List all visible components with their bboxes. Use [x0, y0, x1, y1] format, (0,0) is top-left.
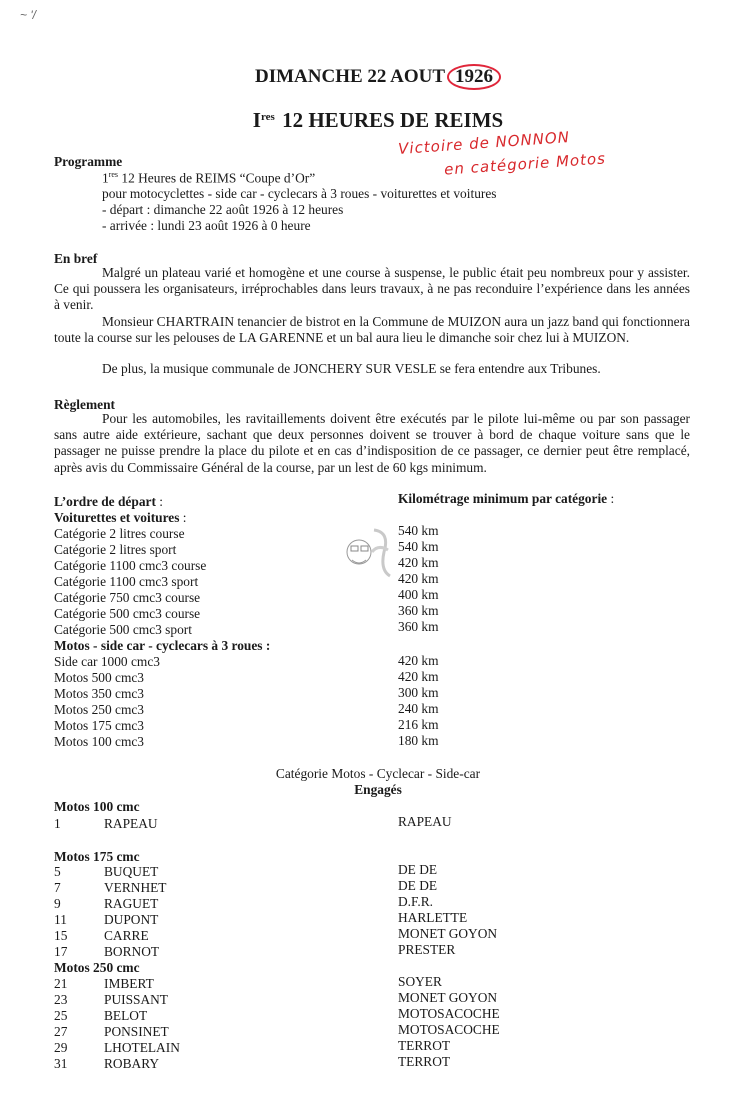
category-name: Catégorie 1100 cmc3 sport — [54, 574, 199, 589]
reglement-paragraph: Pour les automobiles, les ravitaillements doivent être exécutés par le pilote lui-même ou par son passager sans autre aide extérieure, sachant que deux personnes doivent se trouver à bord de chaque voiture sans que le passager ne puisse prendre la place du pilote et en cas d’indisposition de ce passager, ce dernier peut être remplacé, après avis du Commissaire Général de la course, par un lest de 60 kgs minimum. — [54, 411, 690, 475]
category-km: 300 km — [398, 685, 439, 700]
depart-order-text: L’ordre de départ — [54, 494, 156, 509]
en-bref-paragraph-1: Malgré un plateau varié et homogène et une course à suspense, le public était peu nombreux pour y assister. Ce qui poussera les organisateurs, irréprochables dans leurs travaux, à ne pas reconduire l’expérience dans les années à venir. — [54, 265, 690, 313]
km-label-suffix: : — [607, 491, 615, 506]
entry-make: SOYER — [398, 974, 442, 989]
programme-line1-sup: res — [108, 170, 119, 179]
stamp-logo — [344, 522, 394, 580]
entry-rider: RAPEAU — [104, 816, 158, 831]
title-roman: I — [252, 108, 261, 132]
entry-make: D.F.R. — [398, 894, 434, 909]
category-km: 540 km — [398, 523, 439, 538]
handwritten-note-line1: Victoire de NONNON — [397, 128, 571, 158]
category-km: 400 km — [398, 587, 439, 602]
category-km: 540 km — [398, 539, 439, 554]
category-km: 180 km — [398, 733, 439, 748]
entry-rider: BELOT — [104, 1008, 148, 1023]
category-name: Motos 250 cmc3 — [54, 702, 145, 717]
entry-group-title: Motos 250 cmc — [54, 960, 140, 975]
en-bref-heading: En bref — [54, 251, 98, 266]
entry-number: 11 — [54, 912, 67, 927]
category-name: Catégorie 1100 cmc3 course — [54, 558, 207, 573]
entry-rider: BORNOT — [104, 944, 160, 959]
entry-number: 9 — [54, 896, 61, 911]
programme-line1-prefix: 1 — [102, 170, 109, 186]
date-prefix: DIMANCHE 22 AOUT — [254, 66, 445, 87]
entry-rider: PONSINET — [104, 1024, 169, 1039]
entry-rider: DUPONT — [104, 912, 159, 927]
programme-line3: - départ : dimanche 22 août 1926 à 12 heures — [102, 202, 344, 217]
entry-rider: PUISSANT — [104, 992, 168, 1007]
engages-category-line: Catégorie Motos - Cyclecar - Side-car — [275, 766, 481, 781]
entry-number: 25 — [54, 1008, 68, 1023]
category-name: Motos 500 cmc3 — [54, 670, 145, 685]
entry-number: 31 — [54, 1056, 68, 1071]
category-name: Motos 100 cmc3 — [54, 734, 145, 749]
programme-line2: pour motocyclettes - side car - cyclecars à 3 roues - voiturettes et voitures — [102, 186, 497, 201]
page-title — [0, 108, 756, 133]
entry-rider: BUQUET — [104, 864, 159, 879]
en-bref-paragraph-3: De plus, la musique communale de JONCHERY SUR VESLE se fera entendre aux Tribunes. — [102, 361, 601, 376]
entry-number: 29 — [54, 1040, 68, 1055]
category-km: 420 km — [398, 653, 439, 668]
programme-line1 — [102, 170, 315, 186]
title-main: 12 HEURES DE REIMS — [282, 108, 504, 132]
entry-rider: LHOTELAIN — [104, 1040, 180, 1055]
programme-heading: Programme — [54, 154, 123, 169]
entry-make: MOTOSACOCHE — [398, 1006, 500, 1021]
pen-scribble: ~ '/ — [20, 8, 36, 22]
reglement-heading: Règlement — [54, 397, 115, 412]
km-label-text: Kilométrage minimum par catégorie — [398, 491, 608, 506]
entry-number: 7 — [54, 880, 61, 895]
category-km: 420 km — [398, 571, 439, 586]
category-name: Motos 175 cmc3 — [54, 718, 145, 733]
category-km: 240 km — [398, 701, 439, 716]
group2-label: Motos - side car - cyclecars à 3 roues : — [54, 638, 271, 653]
group1-label — [54, 510, 187, 526]
category-km: 420 km — [398, 555, 439, 570]
entry-make: DE DE — [398, 862, 438, 877]
engages-heading: Engagés — [354, 782, 402, 797]
entry-make: TERROT — [398, 1054, 451, 1069]
category-km: 360 km — [398, 603, 439, 618]
en-bref-paragraph-2: Monsieur CHARTRAIN tenancier de bistrot en la Commune de MUIZON aura un jazz band qui fonctionnera toute la course sur les pelouses de LA GARENNE et un bal aura lieu le dimanche soir chez lui à MUIZON. — [54, 314, 690, 346]
group1-label-suffix: : — [179, 510, 187, 525]
category-name: Catégorie 750 cmc3 course — [54, 590, 201, 605]
title-superscript: res — [260, 111, 275, 123]
category-name: Catégorie 500 cmc3 course — [54, 606, 201, 621]
category-name: Catégorie 2 litres sport — [54, 542, 177, 557]
entry-make: MOTOSACOCHE — [398, 1022, 500, 1037]
entry-rider: RAGUET — [104, 896, 159, 911]
depart-order-suffix: : — [155, 494, 163, 509]
entry-make: HARLETTE — [398, 910, 468, 925]
entry-make: MONET GOYON — [398, 990, 498, 1005]
entry-number: 17 — [54, 944, 68, 959]
entry-number: 15 — [54, 928, 68, 943]
programme-line4: - arrivée : lundi 23 août 1926 à 0 heure — [102, 218, 311, 233]
category-name: Catégorie 2 litres course — [54, 526, 185, 541]
entry-make: TERROT — [398, 1038, 451, 1053]
entry-make: MONET GOYON — [398, 926, 498, 941]
entry-rider: ROBARY — [104, 1056, 160, 1071]
entry-rider: VERNHET — [104, 880, 167, 895]
programme-line1-text: 12 Heures de REIMS “Coupe d’Or” — [121, 170, 316, 186]
entry-number: 1 — [54, 816, 61, 831]
entry-make: RAPEAU — [398, 814, 452, 829]
group1-label-text: Voiturettes et voitures — [54, 510, 180, 525]
depart-order-label — [54, 494, 163, 510]
entry-rider: IMBERT — [104, 976, 154, 991]
entry-number: 21 — [54, 976, 68, 991]
entry-group-title: Motos 100 cmc — [54, 799, 140, 814]
category-km: 420 km — [398, 669, 439, 684]
entry-number: 27 — [54, 1024, 68, 1039]
entry-number: 23 — [54, 992, 68, 1007]
km-label — [398, 491, 614, 507]
category-name: Side car 1000 cmc3 — [54, 654, 160, 669]
category-name: Motos 350 cmc3 — [54, 686, 145, 701]
circled-year: 1926 — [447, 64, 501, 90]
category-km: 360 km — [398, 619, 439, 634]
page-date-heading — [0, 64, 756, 90]
entry-number: 5 — [54, 864, 61, 879]
entry-rider: CARRE — [104, 928, 149, 943]
category-name: Catégorie 500 cmc3 sport — [54, 622, 192, 637]
handwritten-note-line2: en catégorie Motos — [443, 149, 607, 179]
entry-group-title: Motos 175 cmc — [54, 849, 140, 864]
category-km: 216 km — [398, 717, 439, 732]
entry-make: PRESTER — [398, 942, 456, 957]
entry-make: DE DE — [398, 878, 438, 893]
